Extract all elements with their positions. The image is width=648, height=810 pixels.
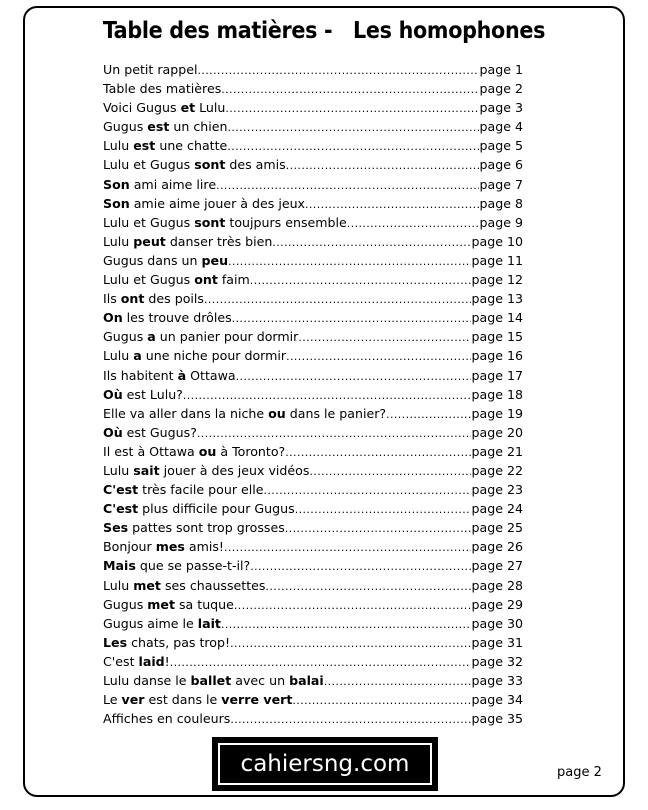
toc-entry-page: page 25 [471,520,523,536]
title-text: Lulu [103,138,134,154]
dot-leader [228,252,470,271]
dot-leader [232,309,471,328]
toc-entry [103,576,523,595]
toc-entry-page: page 6 [479,157,523,173]
title-text: Lulu danse le [103,673,191,688]
homophone-word: sont [194,214,226,230]
dot-leader [264,481,471,500]
homophone-word: ou [268,405,286,421]
homophone-word: Où [103,386,123,402]
title-text: Bonjour [103,539,156,555]
toc-entry [103,404,523,423]
toc-entry [103,289,523,308]
dot-leader [295,500,471,519]
toc-entry [103,79,523,98]
homophone-word: a [133,348,142,364]
toc-entry [103,595,523,614]
toc-entry-page: page 28 [471,577,523,593]
toc-entry-title [103,213,347,232]
title-text: Gugus [103,329,148,345]
toc-entry-page: page 11 [471,252,523,268]
dot-leader [298,328,470,347]
homophone-word: Les [103,634,128,650]
toc-entry-title [103,60,197,79]
title-text: Gugus [103,119,148,135]
toc-entry-title [103,595,234,614]
homophone-word: ont [120,291,145,307]
dot-leader [230,634,470,653]
title-text: une niche pour dormir [141,348,287,364]
title-text: Elle va aller dans la niche [103,405,269,421]
dot-leader [170,653,471,672]
toc-entry-title [103,366,236,385]
toc-entry-page: page 18 [471,386,523,402]
dot-leader [236,367,471,386]
toc-entry-title [103,270,250,289]
dot-leader [285,443,470,462]
homophone-word: On [103,310,123,326]
toc-entry [103,366,523,385]
homophone-word: Où [103,424,123,440]
dot-leader [272,233,470,252]
homophone-word: Son [103,176,130,192]
toc-entry-title [103,251,228,270]
title-text: Ils [103,291,121,307]
title-text: plus difficile pour Gugus [138,501,295,517]
toc-entry [103,155,523,174]
homophone-word: lait [197,615,221,631]
toc-entry-page: page 22 [471,462,523,478]
title-text: Table des matières [103,81,222,97]
title-text: ses chaussettes [160,577,266,593]
toc-entry [103,194,523,213]
title-text: Ottawa [186,367,236,383]
dot-leader [266,577,471,596]
dot-leader [197,424,471,443]
title-text: à Toronto? [216,443,286,459]
homophone-word: est [147,119,170,135]
page-number: page 2 [557,765,602,780]
toc-entry-page: page 20 [471,424,523,440]
toc-entry-page: page 5 [479,138,523,154]
homophone-word: C'est [103,482,139,498]
toc-entry [103,709,523,728]
toc-entry-title [103,385,183,404]
toc-entry [103,213,523,232]
toc-entry-page: page 14 [471,310,523,326]
homophone-word: ver [121,692,145,708]
toc-entry-page: page 4 [479,119,523,135]
title-text: est Gugus? [122,424,197,440]
toc-entry-title [103,556,250,575]
toc-entry [103,423,523,442]
toc-entry [103,270,523,289]
title-text: des poils [144,291,204,307]
toc-entry-page: page 7 [479,176,523,192]
toc-entry [103,461,523,480]
title-text: Lulu [103,233,134,249]
toc-entry-page: page 33 [471,673,523,688]
title-text: C'est [103,653,139,669]
dot-leader [197,61,478,80]
toc-entry-page: page 23 [471,482,523,498]
toc-entry-page: page 3 [479,100,523,116]
toc-entry-title [103,633,230,652]
toc-entry-title [103,423,197,442]
dot-leader [305,195,479,214]
toc-entry [103,251,523,270]
toc-entry [103,690,523,709]
toc-entry-page: page 15 [471,329,523,345]
toc-entry-page: page 2 [479,81,523,97]
toc-entry [103,518,523,537]
toc-entry [103,385,523,404]
dot-leader [292,691,470,710]
title-text: est dans le [144,692,222,708]
homophone-word: C'est [103,501,139,517]
title-text: Gugus [103,596,148,612]
title-text: jouer à des jeux vidéos [159,462,310,478]
homophone-word: verre vert [221,692,293,708]
title-text: dans le panier? [285,405,387,421]
dot-leader [347,214,479,233]
toc-entry [103,556,523,575]
toc-entry [103,117,523,136]
toc-entry-page: page 34 [471,692,523,708]
title-text: ! [164,653,170,669]
toc-entry-title [103,576,266,595]
homophone-word: peu [201,252,229,268]
toc-entry-page: page 17 [471,367,523,383]
homophone-word: ballet [190,673,232,688]
toc-entry-page: page 12 [471,272,523,288]
homophone-word: Son [103,195,130,211]
dot-leader [225,99,478,118]
homophone-word: ont [194,272,218,288]
title-text: danser très bien [165,233,273,249]
homophone-word: met [133,577,161,593]
homophone-word: met [147,596,175,612]
toc-entry-title [103,499,295,518]
title-text: que se passe-t-il? [135,558,251,574]
title-text: les trouve drôles [122,310,232,326]
toc-entry [103,499,523,518]
title-text: Lulu [103,462,134,478]
homophone-word: est [133,138,156,154]
toc-entry-page: page 27 [471,558,523,574]
brand-logo: cahiersng.com [218,743,432,785]
brand-logo-box [212,737,438,791]
toc-entry-page: page 19 [471,405,523,421]
dot-leader [221,615,471,634]
title-text: amis! [184,539,224,555]
toc-entry-title [103,652,170,671]
title-text: un panier pour dormir [155,329,299,345]
title-text: avec un [231,673,290,688]
title-text: Lulu et Gugus [103,214,195,230]
toc-entry-title [103,614,221,633]
toc-entry-page: page 32 [471,653,523,669]
toc-entry-page: page 10 [471,233,523,249]
homophone-word: peut [133,233,166,249]
title-text: pattes sont trop grosses [128,520,285,536]
toc-entry [103,346,523,365]
toc-entry [103,671,523,690]
dot-leader [386,405,470,424]
toc-entry-page: page 13 [471,291,523,307]
dot-leader [285,519,471,538]
toc-entry [103,327,523,346]
toc-entry-title [103,461,309,480]
toc-entry-page: page 26 [471,539,523,555]
title-text: Il est à Ottawa [103,443,199,459]
toc-entry-page: page 21 [471,443,523,459]
toc-entry-page: page 24 [471,501,523,517]
title-text: Voici Gugus [103,100,181,116]
toc-entry [103,442,523,461]
toc-entry [103,480,523,499]
dot-leader [221,80,478,99]
homophone-word: sont [194,157,226,173]
dot-leader [250,271,471,290]
homophone-word: sait [133,462,160,478]
toc-entry [103,614,523,633]
title-text: chats, pas trop! [127,634,231,650]
title-text: Gugus dans un [103,252,202,268]
toc-entry-title [103,442,285,461]
dot-leader [286,156,479,175]
toc-entry-page: page 31 [471,634,523,650]
toc-entry-title [103,537,224,556]
toc-entry-title [103,308,232,327]
homophone-word: balai [289,673,324,688]
toc-entry-title [103,346,286,365]
homophone-word: a [147,329,156,345]
toc-entry [103,232,523,251]
homophone-word: Ses [103,520,129,536]
toc-entry-page: page 30 [471,615,523,631]
toc-entry-title [103,117,227,136]
homophone-word: à [177,367,187,383]
dot-leader [216,176,478,195]
toc-entry-title [103,194,305,213]
dot-leader [227,118,478,137]
dot-leader [250,557,470,576]
dot-leader [224,538,471,557]
dot-leader [227,137,478,156]
title-text: Un petit rappel [103,62,198,77]
homophone-word: et [180,100,196,116]
toc-entry-page: page 9 [479,214,523,230]
title-text: Lulu et Gugus [103,272,195,288]
toc-entry-page: page 1 [479,62,523,77]
toc-entry-title [103,404,386,423]
title-text: Le [103,692,122,708]
title-text: une chatte [155,138,228,154]
title-text: Ils habitent [103,367,178,383]
title-text: Affiches en couleurs [103,711,231,727]
toc-entry-title [103,289,204,308]
homophone-word: ou [198,443,217,459]
homophone-word: laid [138,653,165,669]
toc-entry-title [103,518,285,537]
toc-entry [103,175,523,194]
toc-entry-page: page 16 [471,348,523,364]
toc-entry [103,652,523,671]
toc-entry-title [103,136,227,155]
toc-entry-page: page 35 [471,711,523,727]
homophone-word: mes [155,539,185,555]
toc-entry [103,98,523,117]
dot-leader [286,347,470,366]
title-text: ami aime lire [129,176,217,192]
toc-entry [103,633,523,652]
toc-entry-title [103,175,216,194]
toc-entry-title [103,327,298,346]
toc-entry-title [103,690,292,709]
title-text: Gugus aime le [103,615,198,631]
toc-entry-title [103,480,264,499]
title-text: amie aime jouer à des jeux [129,195,306,211]
dot-leader [324,672,471,691]
title-text: faim [217,272,250,288]
toc-entry-title [103,671,324,690]
title-text: des amis [225,157,286,173]
toc-entry-title [103,232,272,251]
toc-entry [103,537,523,556]
page-title: Table des matières - Les homophones [102,18,546,44]
dot-leader [309,462,470,481]
title-text: Lulu [103,348,134,364]
dot-leader [234,596,471,615]
title-text: Lulu [195,100,226,116]
toc-entry [103,308,523,327]
title-text: très facile pour elle [138,482,264,498]
title-text: un chien [169,119,228,135]
title-text: sa tuque [174,596,234,612]
toc-entry-title [103,98,225,117]
toc-entry-title [103,79,221,98]
homophone-word: Mais [103,558,136,574]
toc-entry-page: page 8 [479,195,523,211]
dot-leader [183,386,471,405]
dot-leader [230,710,470,729]
dot-leader [204,290,471,309]
title-text: est Lulu? [122,386,183,402]
title-text: toujpurs ensemble [225,214,347,230]
title-text: Lulu [103,577,134,593]
toc-entry [103,136,523,155]
toc-entry [103,60,523,79]
table-of-contents [103,60,523,728]
toc-entry-title [103,155,286,174]
toc-entry-page: page 29 [471,596,523,612]
toc-entry-title [103,709,230,728]
title-text: Lulu et Gugus [103,157,195,173]
